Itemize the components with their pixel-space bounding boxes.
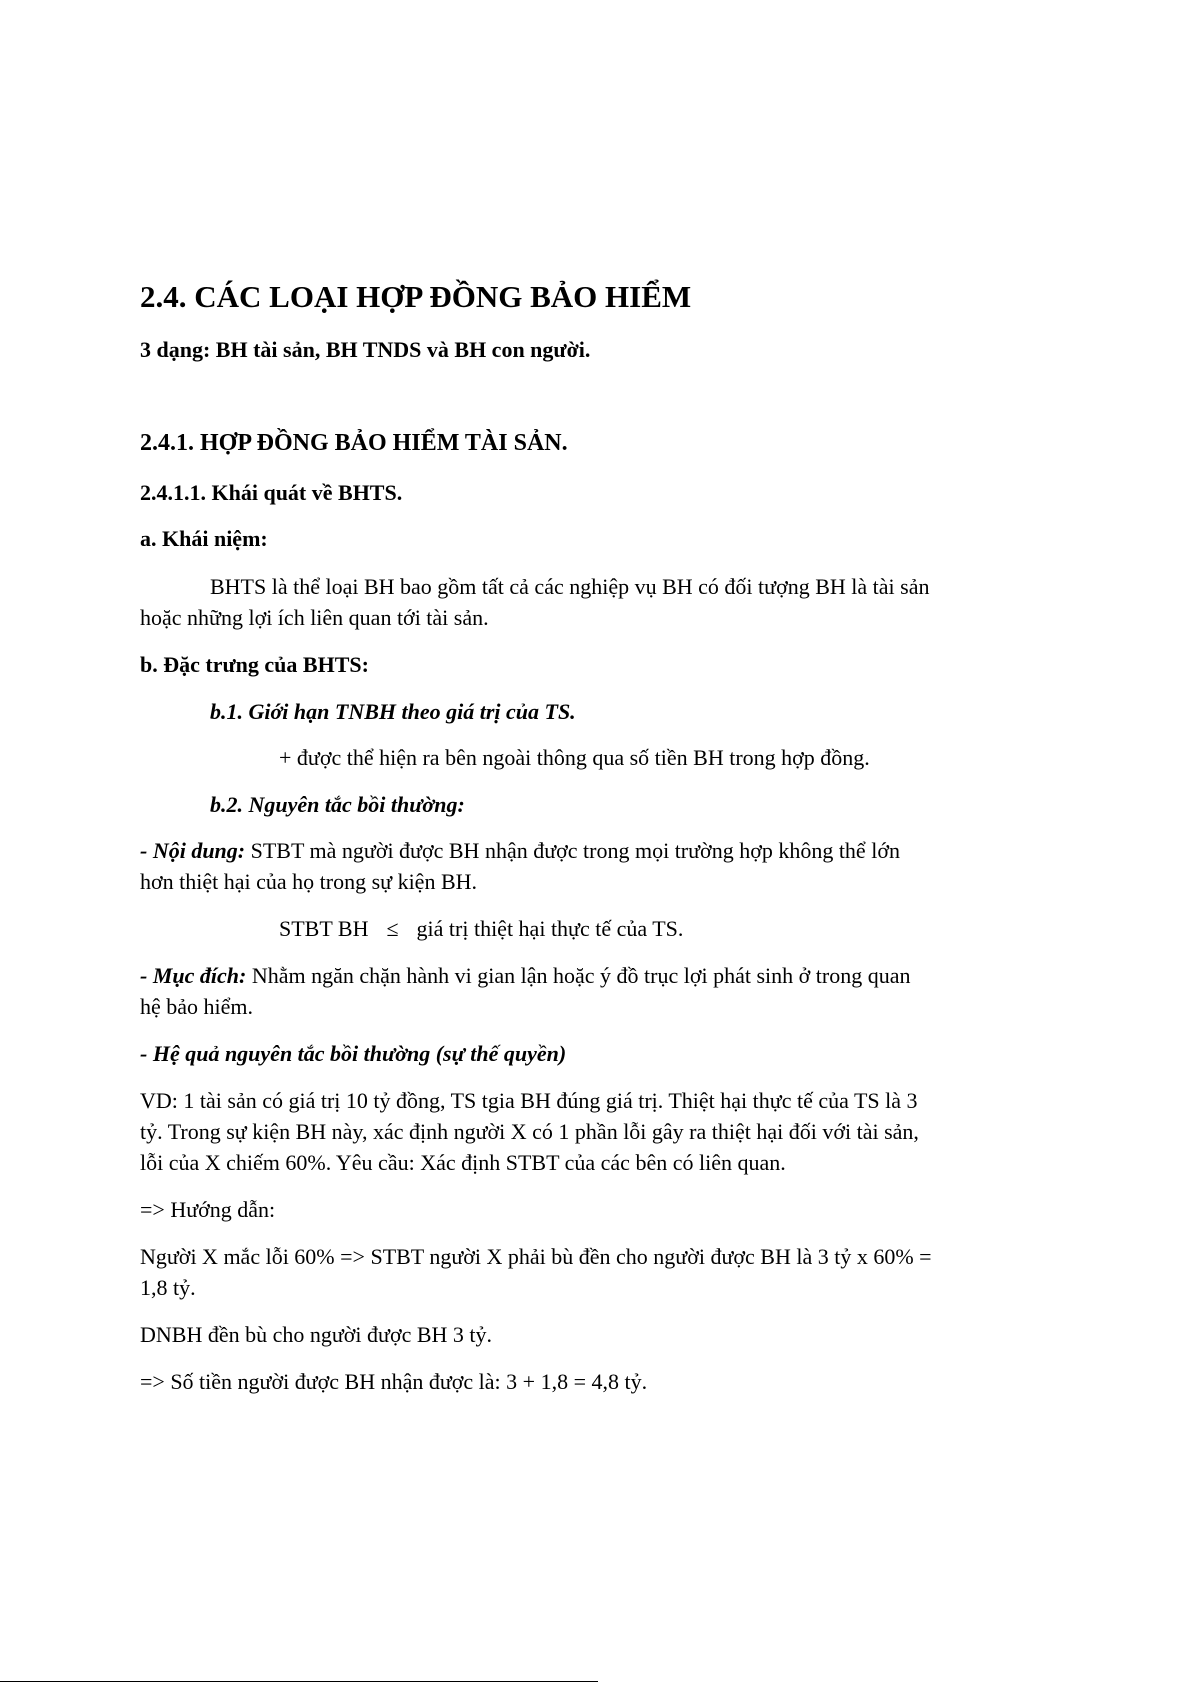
solution-line: DNBH đền bù cho người được BH 3 tỷ. — [140, 1322, 493, 1347]
content-text-line: hơn thiệt hại của họ trong sự kiện BH. — [140, 869, 478, 894]
concept-text-line: BHTS là thể loại BH bao gồm tất cả các nghiệp vụ BH có đối tượng BH là tài sản — [210, 574, 930, 599]
features-heading: b. Đặc trưng của BHTS: — [140, 652, 369, 677]
subsection-heading-2-4-1-1: 2.4.1.1. Khái quát về BHTS. — [140, 480, 403, 505]
purpose-text: Nhằm ngăn chặn hành vi gian lận hoặc ý đồ trục lợi phát sinh ở trong quan — [246, 963, 911, 988]
feature-b1-text: + được thể hiện ra bên ngoài thông qua số tiền BH trong hợp đồng. — [279, 745, 870, 770]
subtitle: 3 dạng: BH tài sản, BH TNDS và BH con người. — [140, 337, 591, 362]
consequence-heading: - Hệ quả nguyên tắc bồi thường (sự thế quyền) — [140, 1041, 567, 1066]
footer-divider — [0, 1681, 598, 1682]
example-line: lỗi của X chiếm 60%. Yêu cầu: Xác định STBT của các bên có liên quan. — [140, 1150, 786, 1175]
solution-line: 1,8 tỷ. — [140, 1275, 196, 1300]
content-paragraph — [140, 837, 900, 865]
formula-line — [279, 915, 683, 943]
feature-b1-title: b.1. Giới hạn TNBH theo giá trị của TS. — [210, 699, 576, 724]
content-label: - Nội dung: — [140, 838, 246, 863]
example-line: VD: 1 tài sản có giá trị 10 tỷ đồng, TS tgia BH đúng giá trị. Thiệt hại thực tế của TS là 3 — [140, 1088, 918, 1113]
solution-line: Người X mắc lỗi 60% => STBT người X phải bù đền cho người được BH là 3 tỷ x 60% = — [140, 1244, 932, 1269]
formula-left: STBT BH — [279, 916, 369, 941]
solution-line: => Số tiền người được BH nhận được là: 3 + 1,8 = 4,8 tỷ. — [140, 1369, 648, 1394]
content-text: STBT mà người được BH nhận được trong mọi trường hợp không thể lớn — [245, 838, 900, 863]
less-equal-symbol: ≤ — [386, 916, 399, 941]
example-line: tỷ. Trong sự kiện BH này, xác định người X có 1 phần lỗi gây ra thiệt hại đối với tài sản, — [140, 1119, 919, 1144]
purpose-paragraph — [140, 962, 911, 990]
main-heading: 2.4. CÁC LOẠI HỢP ĐỒNG BẢO HIỂM — [140, 279, 692, 314]
concept-text-line: hoặc những lợi ích liên quan tới tài sản. — [140, 605, 489, 630]
formula-right: giá trị thiệt hại thực tế của TS. — [416, 916, 684, 941]
section-heading-2-4-1: 2.4.1. HỢP ĐỒNG BẢO HIỂM TÀI SẢN. — [140, 430, 568, 456]
guide-heading: => Hướng dẫn: — [140, 1197, 276, 1222]
concept-heading: a. Khái niệm: — [140, 526, 268, 551]
purpose-text-line: hệ bảo hiểm. — [140, 994, 254, 1019]
purpose-label: - Mục đích: — [140, 963, 247, 988]
feature-b2-title: b.2. Nguyên tắc bồi thường: — [210, 792, 465, 817]
